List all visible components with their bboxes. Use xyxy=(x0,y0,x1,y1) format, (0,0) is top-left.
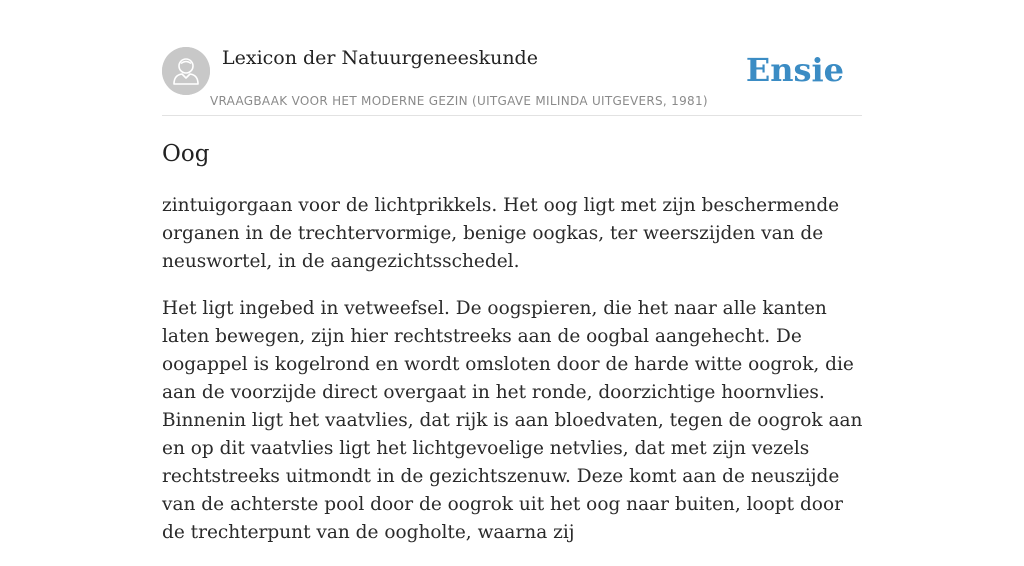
entry-paragraph: zintuigorgaan voor de lichtprikkels. Het oog ligt met zijn beschermende organen in de trechtervormige, benige oogkas, ter weerszijden van de neuswortel, in de aangezichtsschedel. xyxy=(162,195,840,272)
header-divider xyxy=(162,115,862,116)
user-placeholder-icon xyxy=(162,47,210,95)
entry-paragraph: Het ligt ingebed in vetweefsel. De oogspieren, die het naar alle kanten laten bewegen, zijn hier rechtstreeks aan de oogbal aangehecht. De oogappel is kogelrond en wordt omsloten door de harde witte oogrok, die aan de voorzijde direct overgaat in het ronde, doorzichtige hoornvlies. Binnenin ligt het vaatvlies, dat rijk is aan bloedvaten, tegen de oogrok aan en op dit vaatvlies ligt het lichtgevoelige netvlies, dat met zijn vezels rechtstreeks uitmondt in de gezichtszenuw. Deze komt aan de neuszijde van de achterste pool door de oogrok uit het oog naar buiten, loopt door de trechterpunt van de oogholte, waarna zij xyxy=(162,298,863,543)
source-subtitle: VRAAGBAAK VOOR HET MODERNE GEZIN (UITGAVE MILINDA UITGEVERS, 1981) xyxy=(210,94,708,108)
entry-title: Oog xyxy=(162,141,210,167)
ensie-logo[interactable]: Ensie xyxy=(745,51,844,89)
entry-body xyxy=(162,192,866,566)
entry-page xyxy=(162,0,863,543)
source-title[interactable]: Lexicon der Natuurgeneeskunde xyxy=(222,47,538,69)
source-avatar[interactable] xyxy=(162,47,210,95)
